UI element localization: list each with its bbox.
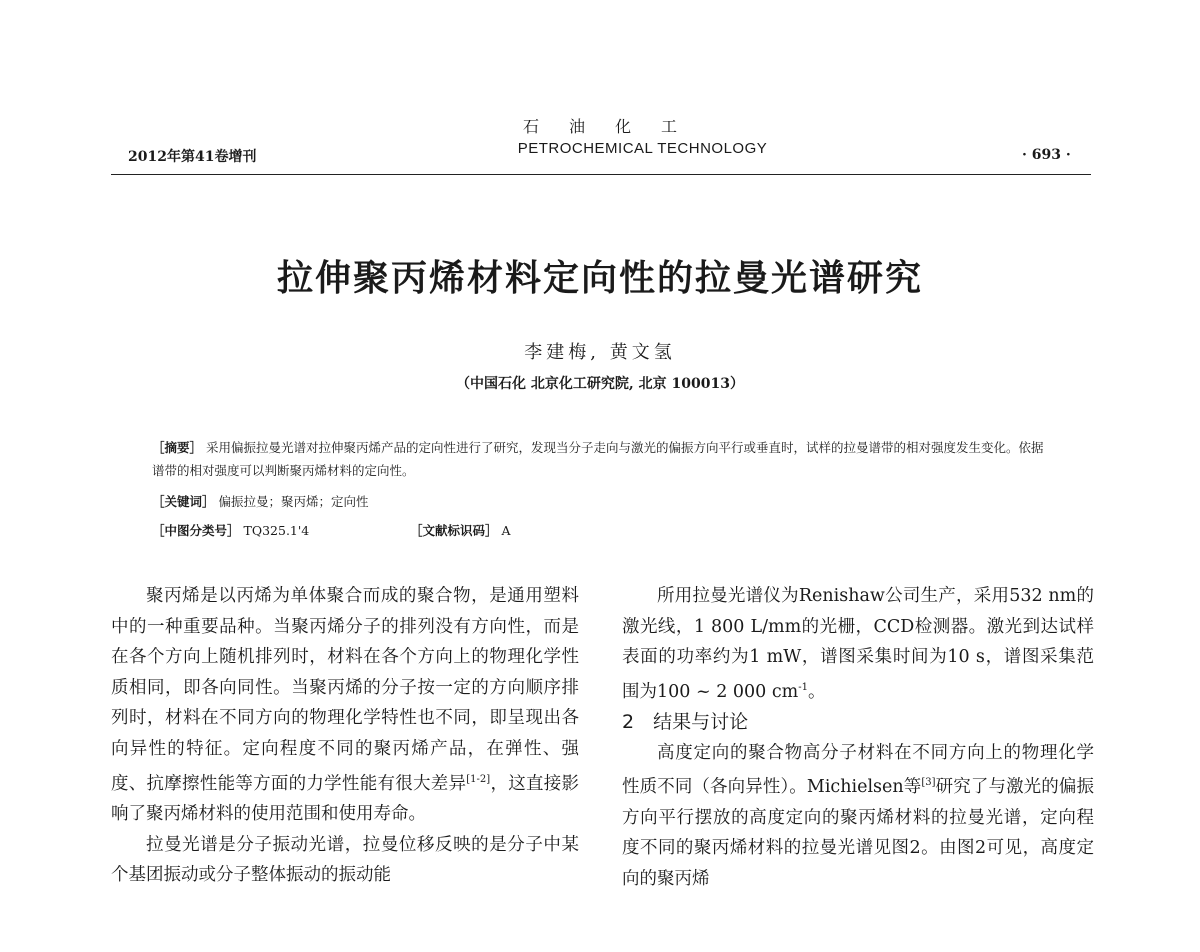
page-number: · 693 ·: [1022, 147, 1071, 163]
paragraph: [111, 581, 579, 830]
class-label: ［中图分类号］: [152, 523, 240, 538]
paragraph-text: 聚丙烯是以丙烯为单体聚合而成的聚合物，是通用塑料中的一种重要品种。当聚丙烯分子的排列没有方向性，而是在各个方向上随机排列时，材料在各个方向上的物理化学性质相同，即各向同性。当聚丙烯的分子按一定的方向顺序排列时，材料在不同方向的物理化学特性也不同，即呈现出各向异性的特征。定向程度不同的聚丙烯产品，在弹性、强度、抗摩擦性能等方面的力学性能有很大差异: [111, 586, 579, 794]
keywords-text: 偏振拉曼；聚丙烯；定向性: [218, 494, 369, 509]
paragraph: [622, 581, 1094, 707]
article-affiliation: （中国石化 北京化工研究院, 北京 100013）: [456, 376, 744, 392]
doc-label: ［文献标识码］: [410, 523, 498, 538]
paragraph: 拉曼光谱是分子振动光谱，拉曼位移反映的是分子中某个基团振动或分子整体振动的振动能: [111, 834, 579, 886]
body-column-right: [622, 581, 1094, 895]
classification-line: [152, 521, 309, 539]
issue-info: 2012年第41卷增刊: [128, 149, 257, 165]
journal-name-en: PETROCHEMICAL TECHNOLOGY: [517, 140, 768, 157]
paragraph-text: 高度定向的聚合物高分子材料在不同方向上的物理化学性质不同（各向异性）。Michielsen等: [622, 742, 1094, 798]
citation: [3]: [921, 777, 936, 789]
article-title: 拉伸聚丙烯材料定向性的拉曼光谱研究: [276, 258, 923, 299]
doc-code: A: [501, 523, 511, 538]
class-code: TQ325.1'4: [243, 523, 310, 538]
body-column-left: [111, 581, 579, 891]
header-rule: [111, 174, 1091, 175]
keywords-label: ［关键词］: [152, 494, 215, 509]
article-authors: 李建梅, 黄文氢: [524, 342, 676, 363]
section-heading: 2 结果与讨论: [622, 711, 749, 734]
superscript: -1: [798, 681, 808, 693]
keywords-line: [152, 492, 369, 510]
paragraph-text: 。: [808, 681, 826, 702]
paragraph-text: 研究了与激光的偏振方向平行摆放的高度定向的聚丙烯材料的拉曼光谱，定向程度不同的聚丙烯材料的拉曼光谱见图2。由图2可见，高度定向的聚丙烯: [622, 777, 1094, 889]
paragraph-text: ，这直接影响了聚丙烯材料的使用范围和使用寿命。: [111, 773, 580, 824]
document-code-line: [410, 521, 511, 539]
paragraph: [622, 738, 1094, 895]
abstract-label: ［摘要］: [152, 440, 203, 455]
abstract-text: 采用偏振拉曼光谱对拉伸聚丙烯产品的定向性进行了研究，发现当分子走向与激光的偏振方向平行或垂直时，试样的拉曼谱带的相对强度发生变化。依据谱带的相对强度可以判断聚丙烯材料的定向性。: [152, 440, 1044, 478]
paragraph-text: 所用拉曼光谱仪为Renishaw公司生产，采用532 nm的激光线，1 800 L/mm的光栅，CCD检测器。激光到达试样表面的功率约为1 mW，谱图采集时间为10 s，谱图采集范围为100 ~ 2 000 cm: [622, 586, 1094, 702]
journal-name-cn: 石油化工: [522, 117, 707, 136]
citation: [1-2]: [466, 773, 491, 785]
abstract: [152, 436, 1052, 482]
